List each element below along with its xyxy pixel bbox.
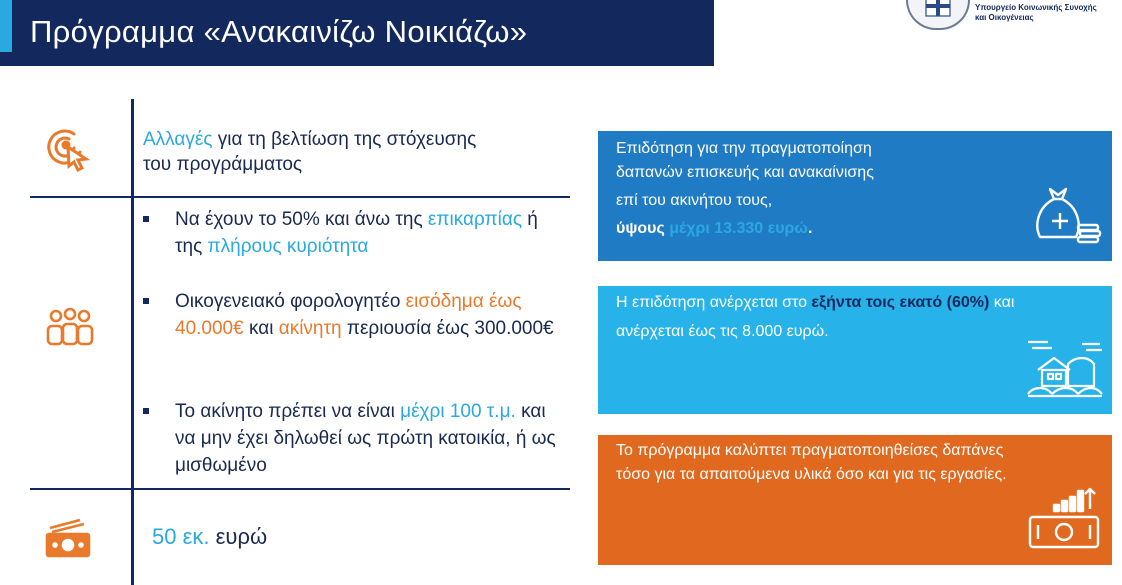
- budget-number: 50 εκ.: [152, 524, 210, 549]
- bullet-ownership: [143, 206, 563, 260]
- card-line: επί του ακινήτου τους,: [616, 192, 773, 209]
- ministry-name: [975, 3, 1097, 23]
- bullet-text: Να έχουν το 50% και άνω της: [175, 209, 428, 230]
- bullet-marker: [143, 216, 149, 222]
- banknote-icon: [44, 516, 92, 565]
- bullet-income: [143, 288, 563, 342]
- card-text: Η επιδότηση ανέρχεται στο: [616, 294, 812, 311]
- houses-icon: [1024, 330, 1104, 408]
- bullet-marker: [143, 408, 149, 414]
- card-line: [616, 217, 1026, 241]
- bullet-text: περιουσία έως 300.000€: [341, 318, 554, 339]
- card-highlight: εξήντα τοις εκατό (60%): [811, 294, 990, 311]
- row-divider: [30, 488, 570, 490]
- bullet-text: ή της: [175, 209, 538, 257]
- card-text: .: [807, 220, 813, 237]
- greek-emblem-icon: [906, 0, 970, 30]
- target-click-icon: [44, 124, 92, 177]
- bullet-text: Το ακίνητο πρέπει να είναι: [175, 401, 401, 422]
- row-changes-text: [143, 127, 476, 177]
- card-subsidy-percentage: [598, 286, 1112, 414]
- card-subsidy-amount: [598, 131, 1112, 261]
- title-accent: [0, 0, 12, 52]
- card-body: Το πρόγραμμα καλύπτει πραγματοποιηθείσες δαπάνες τόσο για τα απαιτούμενα υλικά όσο και για τις εργασίες.: [616, 442, 1007, 483]
- people-group-icon: [44, 308, 96, 353]
- changes-line-1: για τη βελτίωση της στόχευσης: [212, 129, 477, 150]
- vertical-divider: [131, 99, 134, 585]
- card-text: ύψους: [616, 220, 670, 237]
- card-body: [616, 288, 1026, 346]
- ministry-line-1: Υπουργείο Κοινωνικής Συνοχής: [975, 3, 1097, 12]
- card-highlight: μέχρι 13.330 ευρώ: [669, 220, 808, 237]
- bullet-highlight: πλήρους κυριότητα: [207, 236, 369, 257]
- card-text: και ανέρχεται έως τις 8.000 ευρώ.: [616, 294, 1015, 340]
- bullet-text: και: [243, 318, 279, 339]
- ministry-logo: [900, 0, 1122, 34]
- ministry-line-2: και Οικογένειας: [975, 13, 1034, 22]
- bullet-highlight: μέχρι 100 τ.μ.: [400, 401, 516, 422]
- bullet-highlight: εισόδημα έως 40.000€: [175, 291, 522, 339]
- bullet-marker: [143, 298, 149, 304]
- bullet-text: και να μην έχει δηλωθεί ως πρώτη κατοικία, ή ως μισθωμένο: [175, 401, 556, 476]
- card-body: [616, 137, 1026, 241]
- money-bag-icon: [1028, 183, 1104, 255]
- card-line: δαπανών επισκευής και ανακαίνισης: [616, 164, 874, 181]
- bullet-highlight: ακίνητη: [278, 318, 342, 339]
- changes-line-2: του προγράμματος: [143, 154, 303, 175]
- bullet-text: Οικογενειακό φορολογητέο: [175, 291, 406, 312]
- growth-banknote-icon: [1024, 485, 1104, 559]
- row-divider: [30, 196, 570, 198]
- bullet-highlight: επικαρπίας: [427, 209, 522, 230]
- budget-amount: [152, 524, 267, 550]
- card-coverage: [598, 435, 1112, 565]
- title-bar: [0, 0, 714, 66]
- changes-highlight: Αλλαγές: [143, 129, 213, 150]
- page-title: Πρόγραμμα «Ανακαινίζω Νοικιάζω»: [30, 14, 528, 49]
- bullet-property-size: [143, 398, 563, 479]
- card-line: Επιδότηση για την πραγματοποίηση: [616, 140, 872, 157]
- budget-unit: ευρώ: [209, 524, 268, 549]
